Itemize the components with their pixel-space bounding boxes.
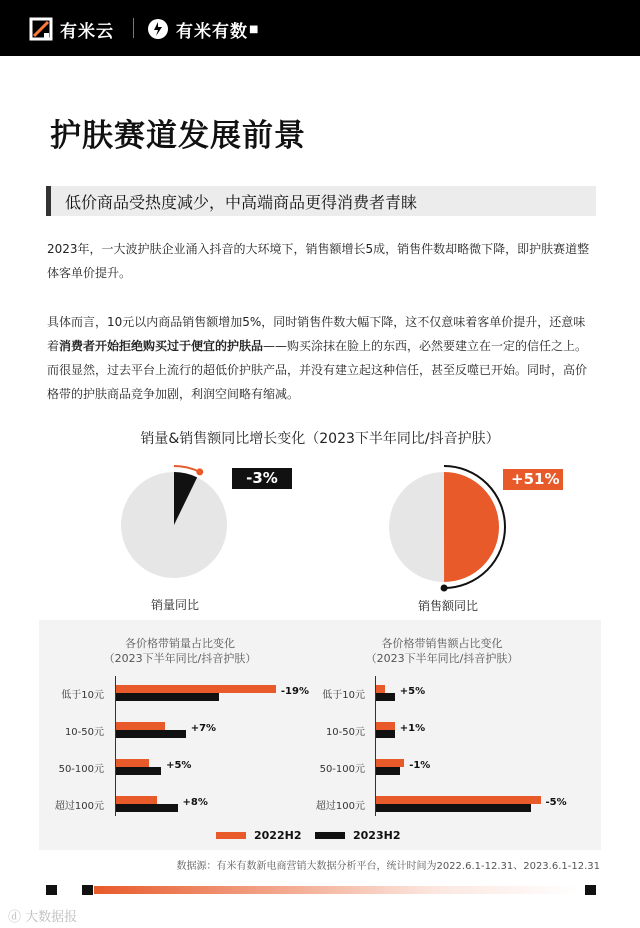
watermark-icon: ⓓ (8, 910, 26, 925)
footer-gradient-bar (94, 886, 580, 894)
footer-square-right (585, 885, 596, 895)
bar-change-label: +8% (182, 797, 208, 808)
right-chart-title-main: 各价格带销售额占比变化 (381, 637, 503, 650)
bar-2023h2 (376, 767, 400, 775)
brand2-mark: ■ (249, 23, 259, 35)
pie-volume-arc-dot (196, 468, 203, 475)
bar-2022h2 (116, 796, 157, 804)
chart-title: 销量&销售额同比增长变化（2023下半年同比/抖音护肤） (140, 431, 500, 447)
bar-change-label: +7% (190, 723, 217, 734)
legend-label-2022h2: 2022H2 (254, 828, 302, 842)
left-chart-title (70, 636, 290, 666)
bar-2022h2 (116, 759, 149, 767)
footer-square-left-2 (82, 885, 93, 895)
bar-change-label: -5% (545, 797, 567, 808)
para2-part-a: 具体而言，10元以内商品销售额增加5%，同时销售件数大幅下降，这不仅意味着客单价提升，还意味着 (47, 315, 586, 353)
legend-label-2023h2: 2023H2 (353, 828, 401, 842)
pie-amount-arc-dot (441, 584, 448, 591)
bar-category-label: 超过100元 (54, 801, 104, 812)
bar-2023h2 (376, 730, 395, 738)
bar-2022h2 (116, 722, 165, 730)
watermark-text: 大数据报 (25, 910, 78, 925)
bar-change-label: +5% (166, 760, 192, 771)
para2-part-c: ——购买涂抹在脸上的东西，必然要建立在一定的信任之上。而很显然，过去平台上流行的超低价护肤产品，并没有建立起这种信任，甚至反噬已开始。同时，高价格带的护肤商品竞争加剧，利润空间略有缩减。 (47, 339, 588, 401)
subtitle-box (46, 186, 596, 216)
pie-label-amount: 销售额同比 (418, 599, 479, 613)
legend-swatch-black (315, 832, 345, 839)
brand-youmiyoushu (146, 16, 258, 42)
bar-change-label: +1% (399, 723, 426, 734)
bar-category-label: 50-100元 (58, 764, 104, 775)
youmiyun-logo-icon (28, 16, 54, 42)
watermark (8, 906, 77, 925)
page-title: 护肤赛道发展前景 (50, 118, 306, 154)
bar-2023h2 (116, 767, 161, 775)
bar-category-label: 低于10元 (61, 690, 104, 701)
bar-category-label: 50-100元 (319, 764, 365, 775)
bar-2022h2 (376, 722, 395, 730)
brand1-text: 有米云 (60, 21, 114, 42)
data-source-note: 数据源：有米有数新电商营销大数据分析平台，统计时间为2022.6.1-12.31、2023.6.1-12.31 (176, 861, 600, 872)
brand-youmiyun (28, 16, 114, 42)
left-chart-title-sub: （2023下半年同比/抖音护肤） (103, 652, 257, 665)
bar-2022h2 (376, 685, 385, 693)
bar-2023h2 (116, 693, 219, 701)
youmiyoushu-logo-icon (146, 17, 170, 41)
bar-category-label: 10-50元 (64, 727, 104, 738)
bar-2023h2 (116, 804, 178, 812)
bar-change-label: +5% (399, 686, 426, 697)
bar-category-label: 低于10元 (322, 690, 365, 701)
subtitle-text: 低价商品受热度减少，中高端商品更得消费者青睐 (65, 193, 418, 212)
bar-2023h2 (116, 730, 186, 738)
bar-category-label: 超过100元 (315, 801, 365, 812)
right-chart-title-sub: （2023下半年同比/抖音护肤） (365, 652, 519, 665)
bar-2022h2 (116, 685, 276, 693)
brand2-text: 有米有数 (176, 21, 248, 42)
paragraph-2 (47, 310, 597, 406)
bar-2022h2 (376, 759, 404, 767)
bar-change-label: -19% (280, 686, 309, 697)
bar-2023h2 (376, 804, 531, 812)
pie-label-volume: 销量同比 (151, 598, 200, 612)
bar-2022h2 (376, 796, 541, 804)
pie-volume-arc (174, 466, 200, 472)
header-bar (0, 0, 640, 56)
legend-2023h2 (315, 829, 400, 841)
para2-emphasis: 消费者开始拒绝购买过于便宜的护肤品 (59, 339, 264, 353)
bar-2023h2 (376, 693, 395, 701)
right-chart-title (332, 636, 552, 666)
bar-change-label: -1% (409, 760, 431, 771)
legend-swatch-orange (216, 832, 246, 839)
footer-square-left (46, 885, 57, 895)
left-chart-title-main: 各价格带销量占比变化 (125, 637, 235, 650)
paragraph-1: 2023年，一大波护肤企业涌入抖音的大环境下，销售额增长5成，销售件数却略微下降，即护肤赛道整体客单价提升。 (47, 242, 590, 280)
sales-amount-badge: +51% (503, 469, 563, 490)
sales-volume-badge: -3% (232, 468, 292, 489)
legend-2022h2 (216, 829, 301, 841)
bar-category-label: 10-50元 (325, 727, 365, 738)
brand-divider (133, 18, 134, 38)
